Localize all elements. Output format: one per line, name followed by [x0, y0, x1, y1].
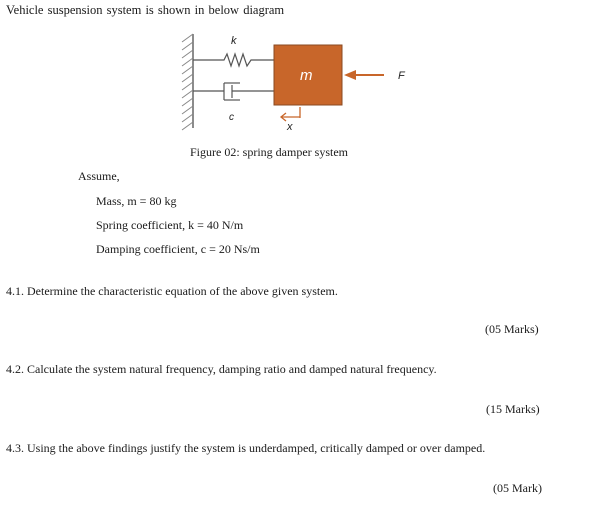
- spring-label: k: [231, 35, 237, 47]
- question-4-3-marks: (05 Mark): [493, 481, 542, 495]
- displacement-arrow: [281, 107, 300, 121]
- question-4-1: 4.1. Determine the characteristic equation of the above given system.: [6, 284, 338, 298]
- question-4-3: 4.3. Using the above findings justify the system is underdamped, critically damped or over damped.: [6, 441, 486, 455]
- spring-damper-diagram: [176, 28, 416, 140]
- question-4-1-marks: (05 Marks): [485, 322, 539, 336]
- damper-symbol: [193, 83, 274, 100]
- damper-label: c: [229, 112, 234, 123]
- force-label: F: [398, 70, 405, 82]
- figure-caption: Figure 02: spring damper system: [190, 145, 348, 159]
- wall-hatching: [182, 34, 193, 130]
- given-damping-coefficient: Damping coefficient, c = 20 Ns/m: [96, 242, 260, 256]
- given-mass: Mass, m = 80 kg: [96, 194, 177, 208]
- displacement-label: x: [287, 121, 293, 133]
- given-spring-coefficient: Spring coefficient, k = 40 N/m: [96, 218, 244, 232]
- question-4-2: 4.2. Calculate the system natural frequency, damping ratio and damped natural frequency.: [6, 362, 437, 376]
- assume-heading: Assume,: [78, 169, 120, 183]
- mass-label: m: [300, 67, 313, 84]
- force-arrow: [344, 70, 384, 80]
- document-title: Vehicle suspension system is shown in below diagram: [6, 3, 285, 17]
- spring-symbol: [193, 54, 274, 66]
- question-4-2-marks: (15 Marks): [486, 402, 540, 416]
